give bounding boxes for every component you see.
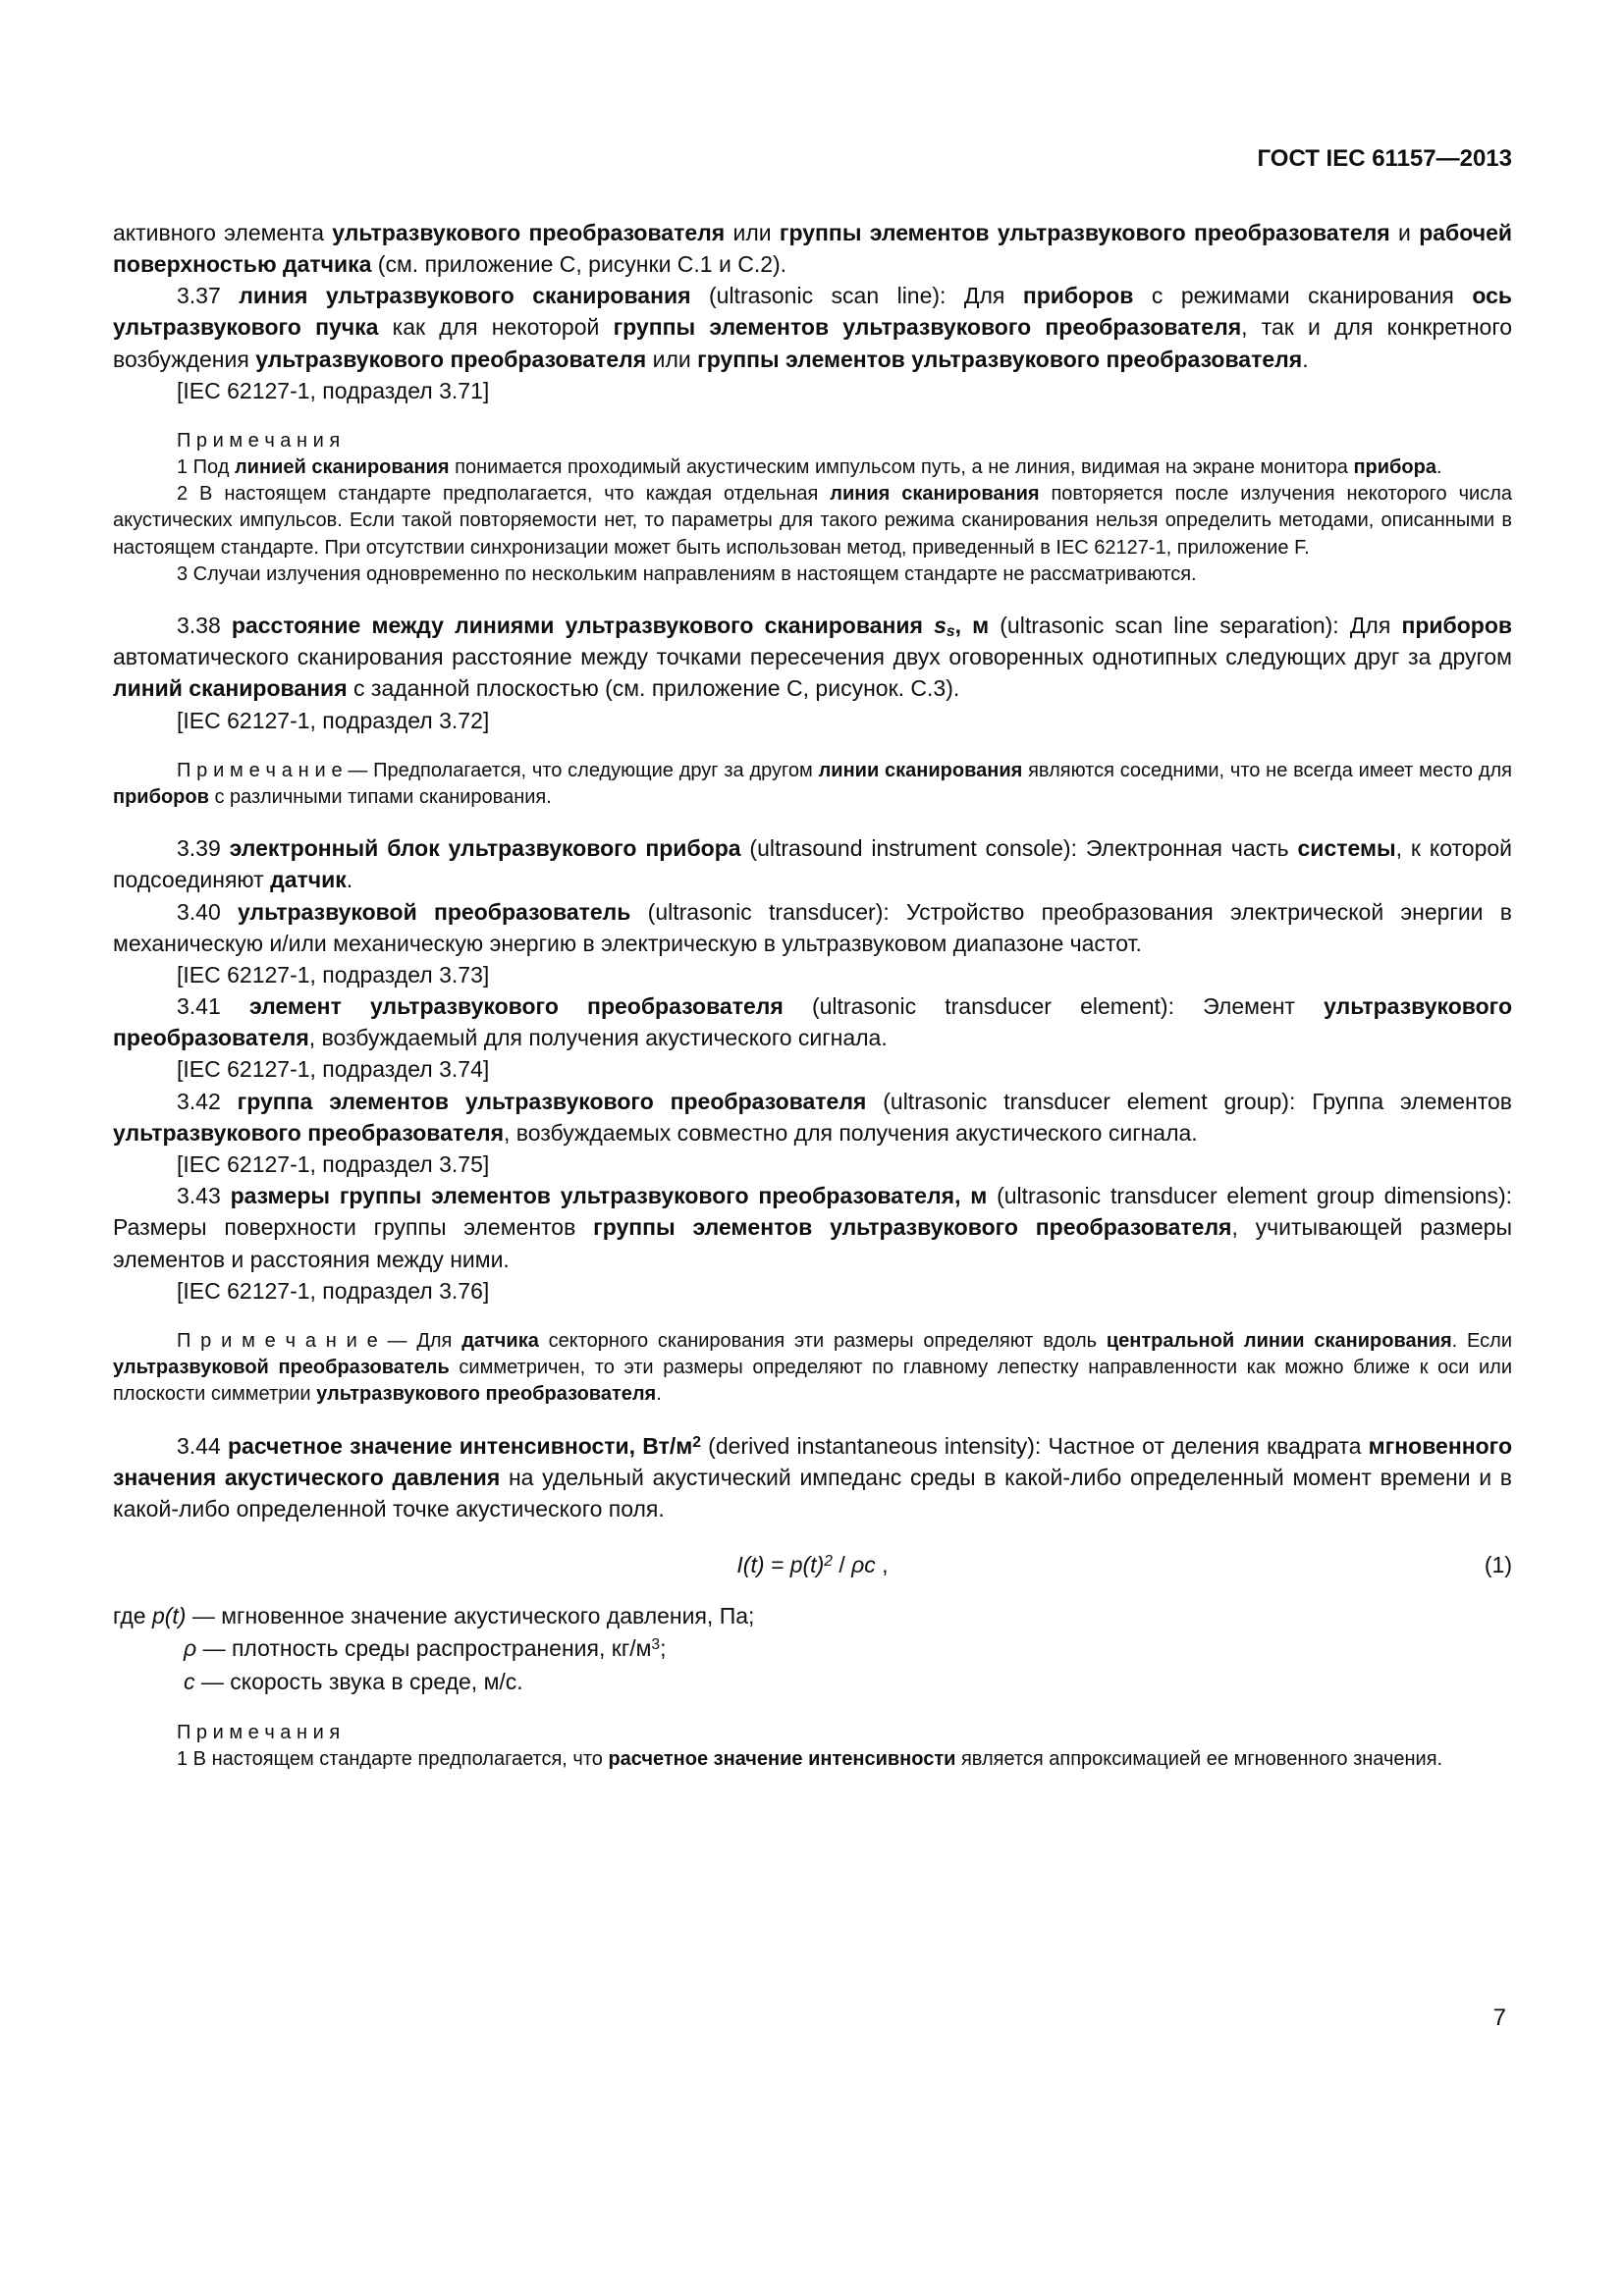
where-item <box>113 1632 1512 1665</box>
text-run: 3.44 <box>177 1432 228 1459</box>
text-run: группы элементов ультразвукового преобразователя <box>593 1214 1232 1241</box>
text-run: — скорость звука в среде, м/с. <box>194 1668 523 1694</box>
text-run: ρc <box>851 1552 876 1578</box>
where-item <box>113 1666 1512 1698</box>
text-run: 1 Под <box>177 456 235 479</box>
document-content <box>113 217 1512 1774</box>
paragraph <box>113 990 1512 1053</box>
text-run: элемент ультразвукового преобразователя <box>248 993 784 1020</box>
notes-heading <box>113 428 1512 454</box>
text-run: приборов <box>1401 613 1513 639</box>
text-run: на удельный акустический импеданс среды в какой-либо определенный момент времени и в какой-либо определенной точке акустического поля. <box>113 1464 1512 1522</box>
text-run: 3 Случаи излучения одновременно по нескольким направлениям в настоящем стандарте не рассматриваются. <box>177 562 1197 585</box>
text-run: группы элементов ультразвукового преобразователя <box>779 219 1390 245</box>
text-run: с режимами сканирования <box>1133 283 1473 309</box>
where-item <box>113 1600 1512 1632</box>
text-run: [IEC 62127-1, подраздел 3.76] <box>177 1277 490 1304</box>
document-header-title: ГОСТ IEC 61157—2013 <box>1257 145 1512 172</box>
text-run: прибора <box>1353 456 1436 479</box>
text-run: ; <box>660 1635 667 1662</box>
text-run: (ultrasonic transducer): Устройство преобразования электрической энергии в механическую и/или механическую энергию в электрическую в ультразвуковом диапазоне частот. <box>113 898 1512 956</box>
text-run: [IEC 62127-1, подраздел 3.73] <box>177 961 490 988</box>
note <box>113 758 1512 811</box>
text-run: (derived instantaneous intensity): Частное от деления квадрата <box>700 1432 1369 1459</box>
text-run: [IEC 62127-1, подраздел 3.72] <box>177 707 490 733</box>
text-run: повторяется после излучения некоторого числа акустических импульсов. Если такой повторяемости нет, то параметры для такого режима сканирования нельзя определить методами, описанными в настоящем стандарте. При отсутствии синхронизации может быть использован метод, приведенный в IEC 62127-1, приложение F. <box>113 483 1512 559</box>
iec-reference <box>113 959 1512 990</box>
formula <box>113 1552 1512 1578</box>
text-run: , возбуждаемых совместно для получения акустического сигнала. <box>504 1119 1198 1146</box>
paragraph <box>113 1180 1512 1275</box>
text-run: — мгновенное значение акустического давления, Па; <box>186 1603 755 1629</box>
text-run: ρ <box>184 1635 197 1662</box>
text-run: s <box>946 623 955 641</box>
text-run: являются соседними, что не всегда имеет место для <box>1022 759 1512 781</box>
text-run: где <box>113 1603 152 1629</box>
notes-heading <box>113 1720 1512 1746</box>
paragraph <box>113 1086 1512 1148</box>
text-run: линия сканирования <box>830 483 1040 506</box>
text-run: приборов <box>1022 283 1134 309</box>
iec-reference <box>113 375 1512 406</box>
text-run: s <box>934 613 947 639</box>
text-run: ультразвукового преобразователя <box>316 1383 657 1406</box>
text-run: / <box>832 1552 852 1578</box>
text-run: активного элемента <box>113 219 333 245</box>
paragraph <box>113 280 1512 375</box>
text-run: ультразвуковой преобразователь <box>238 898 631 925</box>
text-run: 3 <box>651 1636 661 1654</box>
iec-reference <box>113 705 1512 736</box>
text-run: ультразвукового преобразователя <box>113 993 1513 1051</box>
text-run: или <box>725 219 780 245</box>
text-run: понимается проходимый акустическим импульсом путь, а не линия, видимая на экране монитора <box>449 456 1354 479</box>
text-run: p(t) <box>151 1603 187 1629</box>
text-run: (см. приложение С, рисунки С.1 и С.2). <box>371 250 787 277</box>
text-run: 2 <box>824 1553 833 1571</box>
text-run: (ultrasonic scan line separation): Для <box>989 613 1402 639</box>
paragraph <box>113 610 1512 705</box>
text-run: электронный блок ультразвукового прибора <box>229 835 741 862</box>
text-run: или <box>646 346 698 372</box>
text-run: (ultrasonic transducer element): Элемент <box>783 993 1325 1020</box>
paragraph <box>113 832 1512 895</box>
note <box>113 1746 1512 1773</box>
text-run: ультразвукового преобразователя <box>332 219 726 245</box>
text-run: расчетное значение интенсивности <box>608 1748 956 1771</box>
iec-reference <box>113 1053 1512 1085</box>
text-run: датчик <box>270 867 347 893</box>
text-run: группы элементов ультразвукового преобразователя <box>697 346 1303 372</box>
iec-reference <box>113 1148 1512 1180</box>
text-run: 3.42 <box>177 1088 238 1114</box>
text-run: и <box>1389 219 1420 245</box>
text-run: линия ультразвукового сканирования <box>239 283 691 309</box>
text-run: I(t) = p(t) <box>736 1552 825 1578</box>
text-run: , к которой подсоединяют <box>113 835 1512 893</box>
text-run: расчетное значение интенсивности, Вт/м <box>227 1432 693 1459</box>
text-run: П р и м е ч а н и я <box>177 429 341 452</box>
text-run: 2 <box>692 1433 701 1451</box>
text-run: размеры группы элементов ультразвукового преобразователя, м <box>230 1183 988 1209</box>
text-run: линии сканирования <box>818 759 1023 781</box>
note <box>113 481 1512 561</box>
text-run: группы элементов ультразвукового преобразователя <box>613 314 1242 341</box>
text-run: датчика <box>461 1329 539 1352</box>
text-run: мгновенного значения акустического давления <box>113 1432 1512 1490</box>
text-run: симметричен, то эти размеры определяют по главному лепестку направленности как можно ближе к оси или плоскости симметрии <box>113 1357 1513 1406</box>
text-run: , <box>875 1552 889 1578</box>
text-run: системы <box>1297 835 1396 862</box>
text-run: является аппроксимацией ее мгновенного значения. <box>955 1748 1443 1771</box>
text-run: ультразвукового преобразователя <box>113 1119 504 1146</box>
text-run: — плотность среды распространения, кг/м <box>196 1635 652 1662</box>
text-run: ультразвуковой преобразователь <box>113 1357 450 1379</box>
text-run: [IEC 62127-1, подраздел 3.71] <box>177 377 490 403</box>
text-run: . Если <box>1451 1329 1512 1352</box>
text-run: (ultrasound instrument console): Электронная часть <box>740 835 1298 862</box>
text-run: , возбуждаемый для получения акустического сигнала. <box>308 1025 888 1051</box>
paragraph <box>113 1430 1512 1525</box>
text-run: линий сканирования <box>113 675 348 702</box>
text-run: 3.40 <box>177 898 239 925</box>
text-run: 3.37 <box>177 283 240 309</box>
text-run: . <box>1435 456 1442 479</box>
text-run: , так и для конкретного возбуждения <box>113 314 1512 372</box>
text-run: 2 В настоящем стандарте предполагается, что каждая отдельная <box>177 483 831 506</box>
text-run: . <box>1302 346 1309 372</box>
text-run: , учитывающей размеры элементов и расстояния между ними. <box>113 1214 1512 1272</box>
text-run: c <box>184 1668 195 1694</box>
text-run: приборов <box>113 785 209 808</box>
page-number: 7 <box>1492 2004 1506 2031</box>
text-run: [IEC 62127-1, подраздел 3.74] <box>177 1056 490 1083</box>
text-run: П р и м е ч а н и е — Предполагается, что следующие друг за другом <box>177 759 819 781</box>
text-run: П р и м е ч а н и я <box>177 1722 341 1744</box>
note <box>113 561 1512 588</box>
text-run: секторного сканирования эти размеры определяют вдоль <box>538 1329 1107 1352</box>
text-run: [IEC 62127-1, подраздел 3.75] <box>177 1151 490 1178</box>
text-run: (ultrasonic transducer element group dimensions): Размеры поверхности группы элементов <box>113 1183 1513 1241</box>
text-run: (ultrasonic transducer element group): Группа элементов <box>866 1088 1513 1114</box>
paragraph <box>113 896 1512 959</box>
text-run: (ultrasonic scan line): Для <box>690 283 1023 309</box>
note <box>113 1328 1512 1409</box>
paragraph <box>113 217 1512 280</box>
iec-reference <box>113 1275 1512 1307</box>
text-run: автоматического сканирования расстояние между точками пересечения двух оговоренных однотипных следующих друг за другом <box>113 644 1512 670</box>
text-run: с заданной плоскостью (см. приложение С, рисунок. С.3). <box>347 675 960 702</box>
text-run: . <box>656 1383 662 1406</box>
text-run: рабочей поверхностью датчика <box>113 219 1512 277</box>
text-run: линией сканирования <box>234 456 450 479</box>
text-run: ультразвукового преобразователя <box>255 346 647 372</box>
text-run: центральной линии сканирования <box>1106 1329 1452 1352</box>
text-run: как для некоторой <box>378 314 614 341</box>
text-run: ось ультразвукового пучка <box>113 283 1513 341</box>
text-run: 3.43 <box>177 1183 231 1209</box>
text-run: , м <box>954 613 990 639</box>
text-run: 3.38 <box>177 613 232 639</box>
text-run: 3.39 <box>177 835 230 862</box>
text-run: 1 В настоящем стандарте предполагается, что <box>177 1748 609 1771</box>
text-run: группа элементов ультразвукового преобразователя <box>237 1088 867 1114</box>
text-run: с различными типами сканирования. <box>208 785 552 808</box>
text-run: 3.41 <box>177 993 249 1020</box>
text-run: . <box>346 867 353 893</box>
formula-number: (1) <box>1484 1552 1512 1578</box>
note <box>113 454 1512 481</box>
text-run: расстояние между линиями ультразвукового сканирования <box>231 613 935 639</box>
text-run: П р и м е ч а н и е — Для <box>177 1329 462 1352</box>
formula-body <box>182 1552 1443 1578</box>
